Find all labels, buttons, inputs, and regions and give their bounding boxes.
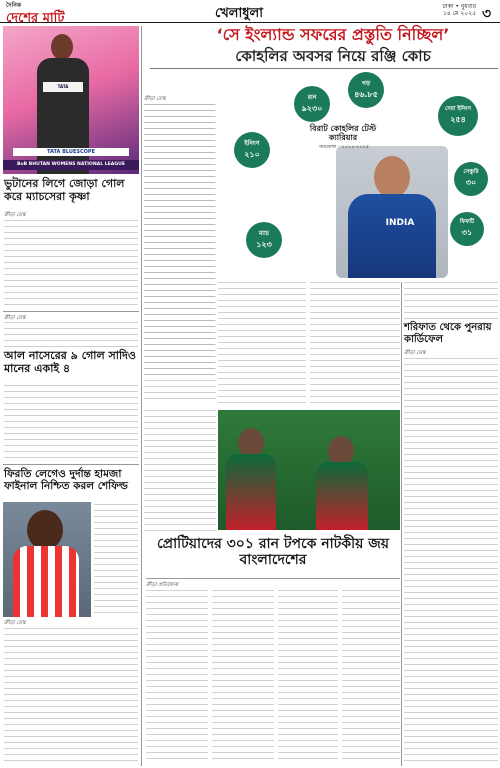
stat-label: সেঞ্চুরি: [463, 168, 479, 175]
stat-value: ১২৩: [256, 240, 272, 249]
krishna-byline: ক্রীড়া ডেস্ক: [4, 212, 26, 218]
stat-label: গড়: [361, 80, 371, 87]
krishna-headline: ভুটানের লিগে জোড়া গোল করে ম্যাচসেরা কৃষ্ণা: [4, 177, 125, 203]
sharif-body: [404, 358, 498, 764]
hamza-body: [4, 628, 138, 764]
career-span: সময়কাল : ২০১১-২০২৫: [318, 144, 370, 150]
stat-value: ২১০: [244, 150, 260, 159]
league-banner: BoB BHUTAN WOMENS NATIONAL LEAGUE: [3, 160, 139, 170]
stat-label: ম্যাচ: [258, 230, 270, 237]
brand-name: দেশের মাটি: [6, 11, 65, 26]
stat-value: ৯২৩০: [301, 104, 323, 113]
proteas-body-a: [146, 590, 208, 764]
stat-value: ৩১: [461, 227, 473, 237]
kohli-body-d: [404, 282, 498, 320]
kohli-headline: কোহলির অবসর নিয়ে রঞ্জি কোচ: [235, 47, 431, 65]
stat-value: ৩০: [465, 177, 477, 187]
masthead: [0, 0, 500, 26]
kohli-body-a: [144, 104, 216, 404]
hamza-byline: ক্রীড়া ডেস্ক: [4, 620, 26, 626]
divider: [3, 464, 139, 465]
column-rule-right: [401, 282, 402, 766]
stat-label: ফিফটি: [459, 218, 475, 225]
sharif-byline: ক্রীড়া ডেস্ক: [404, 350, 426, 356]
stat-matches: [246, 222, 282, 258]
sponsor-banner: TATA BLUESCOPE: [13, 148, 129, 156]
proteas-body-b: [212, 590, 274, 764]
proteas-headline: প্রোটিয়াদের ৩০১ রান টপকে নাটকীয় জয় বাংলাদেশের: [156, 536, 389, 569]
stat-fifties: [450, 212, 484, 246]
stat-label: সেরা ইনিংস: [444, 105, 472, 112]
jersey-text: INDIA: [385, 218, 415, 228]
proteas-body-c: [278, 590, 338, 764]
stat-label: রান: [307, 94, 317, 101]
divider: [3, 311, 139, 312]
stat-centuries: [454, 162, 488, 196]
kohli-career-graphic: [218, 72, 498, 278]
kohli-underline: [150, 68, 498, 69]
divider: [146, 578, 400, 579]
stat-best: [438, 96, 478, 136]
proteas-body-d: [342, 590, 400, 764]
city-day: ঢাকা • বুধবার: [442, 3, 476, 10]
column-rule: [141, 26, 142, 766]
stat-runs: [294, 86, 330, 122]
alnassr-byline-top: ক্রীড়া ডেস্ক: [4, 315, 26, 321]
alnassr-headline: আল নাসেরের ৯ গোল সাদিও মানের একাই ৪: [4, 349, 136, 375]
page-number: ৩: [482, 6, 492, 22]
alnassr-intro: [4, 322, 138, 348]
hamza-photo: [3, 502, 91, 617]
brand-tag: দৈনিক: [6, 2, 22, 9]
hamza-side-text: [94, 504, 138, 616]
sharif-headline: শরিফাত থেকে পুনরায় কার্ডিফেল: [404, 322, 492, 345]
kohli-body-c: [310, 282, 400, 408]
bangladesh-photo: [218, 410, 400, 530]
stat-innings: [234, 132, 270, 168]
krishna-body: [4, 220, 138, 308]
alnassr-body-cont: [144, 410, 216, 472]
player-figure: TATA: [33, 34, 93, 174]
stat-value: ৪৬.৮৫: [354, 90, 378, 99]
kohli-photo: [336, 146, 448, 278]
date-info: [418, 3, 476, 17]
krishna-photo: [3, 26, 139, 174]
alnassr-body: [4, 385, 138, 461]
stat-label: ইনিংস: [244, 140, 260, 147]
proteas-side-text: [144, 476, 216, 532]
proteas-byline: ক্রীড়া প্রতিবেদক: [146, 582, 179, 588]
kohli-kicker: ‘সে ইংল্যান্ড সফরের প্রস্তুতি নিচ্ছিল’: [216, 25, 450, 44]
kohli-body-b: [218, 282, 306, 408]
career-title: বিরাট কোহলির টেস্ট ক্যারিয়ার: [309, 124, 377, 142]
issue-date: ১৪ মে ২০২৫: [443, 10, 476, 17]
hamza-headline: ফিরতি লেগেও দুর্দান্ত হামজা ফাইনাল নিশ্চিত করল শেফিল্ড: [4, 468, 128, 493]
kohli-byline: ক্রীড়া ডেস্ক: [144, 96, 166, 102]
stat-value: ২৫৪: [450, 114, 466, 124]
stat-average: [348, 72, 384, 108]
section-title: খেলাধুলা: [215, 6, 264, 21]
